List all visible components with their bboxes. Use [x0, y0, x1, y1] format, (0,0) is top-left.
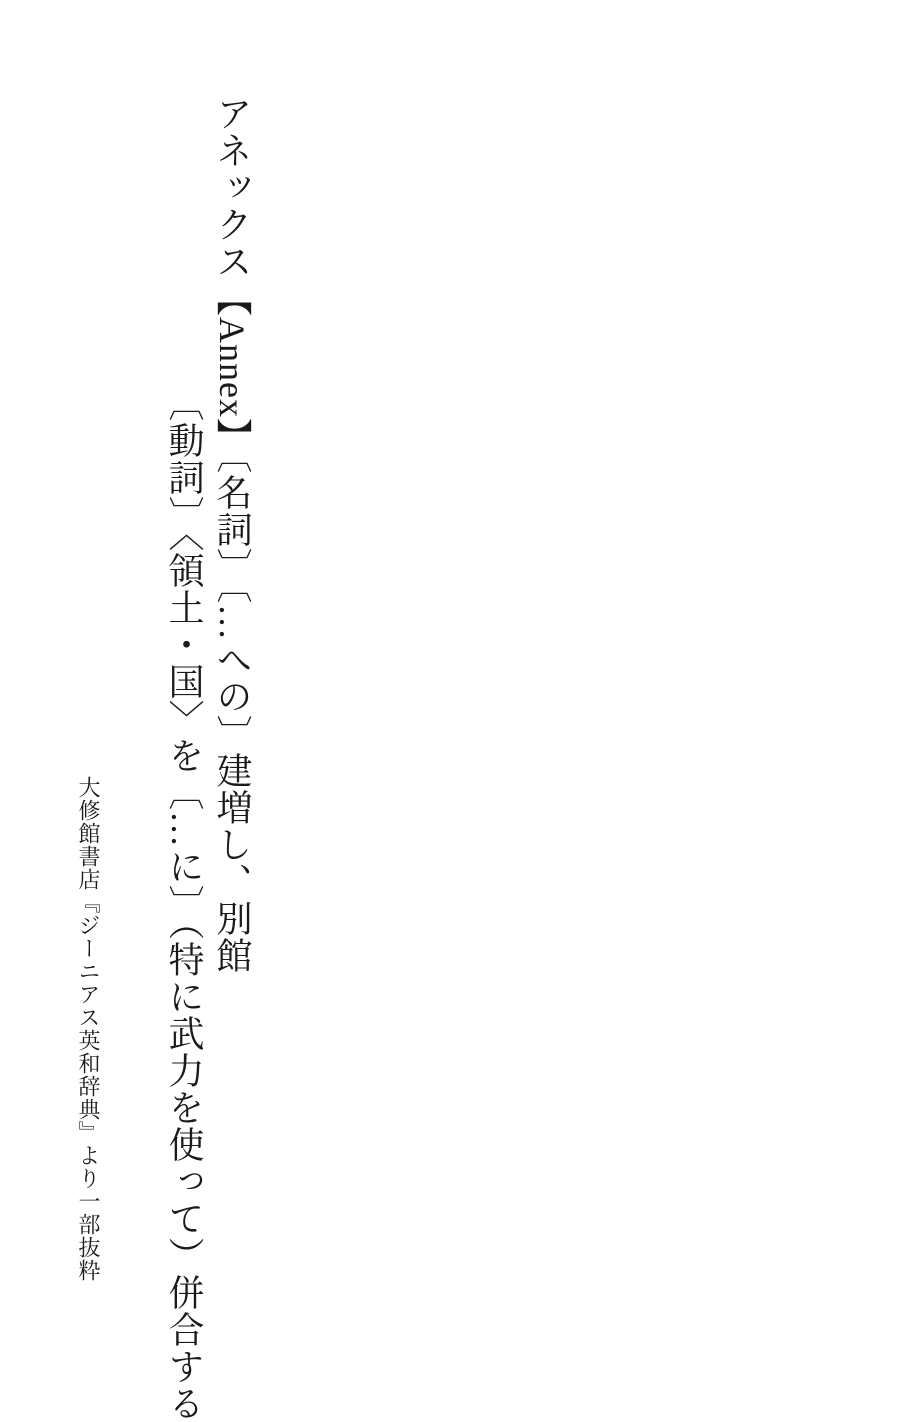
noun-sense: 〔名詞〕〔…への〕建増し、別館: [212, 454, 252, 974]
dictionary-entry: [160, 95, 256, 1422]
entry-verb-line: [160, 95, 208, 1422]
headword-kana: アネックス: [212, 95, 252, 280]
source-attribution: [74, 776, 102, 1286]
attribution-text: 大修館書店『ジーニアス英和辞典』より一部抜粋: [76, 776, 101, 1282]
entry-headword-line: [208, 95, 256, 1285]
verb-sense: 〔動詞〕〈領土・国〉を〔…に〕（特に武力を使って）併合する: [164, 385, 204, 1422]
headword-latin: 【Annex】: [212, 280, 252, 455]
